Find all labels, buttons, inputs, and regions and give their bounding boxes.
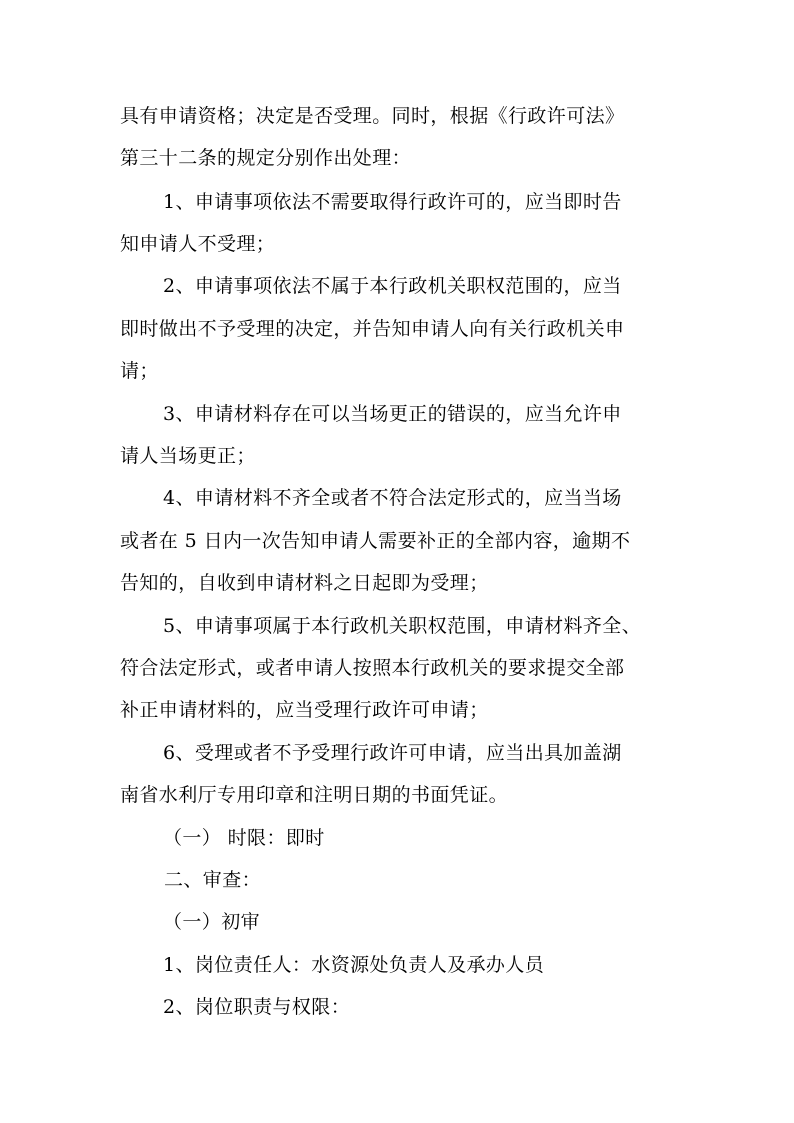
subsection-heading-initial-review: （一）初审: [163, 911, 261, 933]
text-line: 符合法定形式，或者申请人按照本行政机关的要求提交全部: [120, 657, 625, 679]
text-line: 补正申请材料的，应当受理行政许可申请；: [120, 699, 489, 721]
list-item-4: 4、申请材料不齐全或者不符合法定形式的，应当当场: [163, 487, 622, 509]
text-line: 即时做出不予受理的决定，并告知申请人向有关行政机关申: [120, 318, 625, 340]
text-line: 知申请人不受理；: [120, 233, 276, 255]
list-item-2: 2、申请事项依法不属于本行政机关职权范围的，应当: [163, 275, 622, 297]
list-item-duties: 2、岗位职责与权限：: [163, 996, 351, 1018]
list-item-responsible-person: 1、岗位责任人：水资源处负责人及承办人员: [163, 954, 545, 976]
text-line: 请；: [120, 360, 159, 382]
text-line: 具有申请资格；决定是否受理。同时，根据《行政许可法》: [120, 105, 625, 127]
text-line: 请人当场更正；: [120, 445, 256, 467]
list-item-5: 5、申请事项属于本行政机关职权范围，申请材料齐全、: [163, 615, 642, 637]
text-line: 或者在 5 日内一次告知申请人需要补正的全部内容，逾期不: [120, 530, 631, 552]
list-item-1: 1、申请事项依法不需要取得行政许可的，应当即时告: [163, 191, 622, 213]
section-heading-review: 二、审查：: [164, 869, 262, 891]
list-item-3: 3、申请材料存在可以当场更正的错误的，应当允许申: [163, 403, 622, 425]
section-time-limit: （一） 时限：即时: [163, 827, 325, 849]
text-line: 南省水利厅专用印章和注明日期的书面凭证。: [120, 784, 509, 806]
list-item-6: 6、受理或者不予受理行政许可申请，应当出具加盖湖: [163, 742, 622, 764]
text-line: 第三十二条的规定分别作出处理：: [120, 147, 412, 169]
text-line: 告知的，自收到申请材料之日起即为受理；: [120, 572, 489, 594]
